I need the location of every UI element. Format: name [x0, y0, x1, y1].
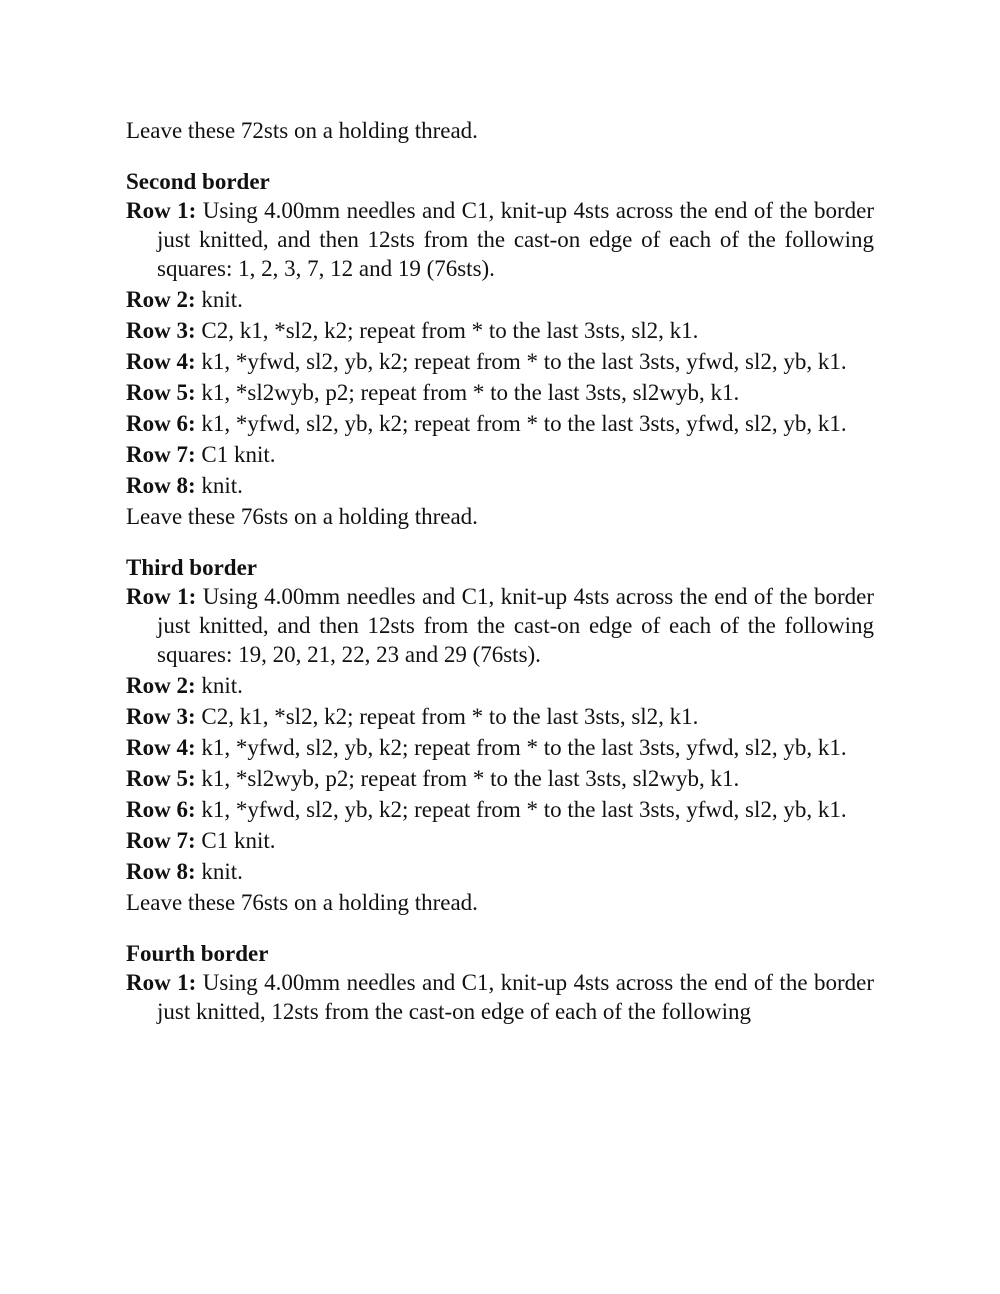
section-heading: Third border — [126, 555, 257, 580]
row-label: Row 6: — [126, 797, 196, 822]
row-text: k1, *yfwd, sl2, yb, k2; repeat from * to the last 3sts, yfwd, sl2, yb, k1. — [195, 735, 847, 760]
pattern-row — [126, 378, 874, 407]
section-heading: Fourth border — [126, 941, 269, 966]
pattern-row — [126, 795, 874, 824]
pattern-row — [126, 857, 874, 886]
pattern-row — [126, 826, 874, 855]
section-second-border — [126, 167, 874, 531]
row-label: Row 4: — [126, 735, 196, 760]
row-label: Row 4: — [126, 349, 196, 374]
row-label: Row 2: — [126, 287, 196, 312]
row-text: k1, *yfwd, sl2, yb, k2; repeat from * to the last 3sts, yfwd, sl2, yb, k1. — [195, 349, 847, 374]
row-label: Row 5: — [126, 380, 196, 405]
row-text: k1, *sl2wyb, p2; repeat from * to the last 3sts, sl2wyb, k1. — [195, 766, 740, 791]
row-label: Row 7: — [126, 442, 196, 467]
row-text: Using 4.00mm needles and C1, knit-up 4sts across the end of the border just knitted, 12sts from the cast-on edge of each of the following — [157, 970, 874, 1024]
pattern-row — [126, 733, 874, 762]
pattern-row — [126, 347, 874, 376]
row-text: knit. — [195, 859, 243, 884]
section-fourth-border — [126, 939, 874, 1026]
row-label: Row 5: — [126, 766, 196, 791]
row-label: Row 1: — [126, 584, 197, 609]
row-label: Row 3: — [126, 318, 196, 343]
row-text: k1, *sl2wyb, p2; repeat from * to the last 3sts, sl2wyb, k1. — [195, 380, 740, 405]
row-label: Row 8: — [126, 859, 196, 884]
pattern-row — [126, 316, 874, 345]
row-label: Row 1: — [126, 198, 197, 223]
closing-paragraph: Leave these 76sts on a holding thread. — [126, 890, 478, 915]
pattern-row — [126, 764, 874, 793]
section-heading: Second border — [126, 169, 270, 194]
row-text: C1 knit. — [195, 442, 276, 467]
pattern-row — [126, 409, 874, 438]
row-text: C2, k1, *sl2, k2; repeat from * to the last 3sts, sl2, k1. — [195, 318, 699, 343]
row-label: Row 6: — [126, 411, 196, 436]
row-label: Row 2: — [126, 673, 196, 698]
row-text: Using 4.00mm needles and C1, knit-up 4sts across the end of the border just knitted, and then 12sts from the cast-on edge of each of the following squares: 1, 2, 3, 7, 12 and 19 (76sts). — [157, 198, 874, 281]
pattern-row — [126, 440, 874, 469]
row-text: knit. — [195, 287, 243, 312]
intro-paragraph: Leave these 72sts on a holding thread. — [126, 118, 478, 143]
row-text: C2, k1, *sl2, k2; repeat from * to the last 3sts, sl2, k1. — [195, 704, 699, 729]
row-text: k1, *yfwd, sl2, yb, k2; repeat from * to the last 3sts, yfwd, sl2, yb, k1. — [195, 797, 847, 822]
row-text: knit. — [195, 673, 243, 698]
pattern-row — [126, 582, 874, 669]
row-text: C1 knit. — [195, 828, 276, 853]
pattern-row — [126, 471, 874, 500]
row-label: Row 1: — [126, 970, 197, 995]
row-label: Row 3: — [126, 704, 196, 729]
closing-paragraph: Leave these 76sts on a holding thread. — [126, 504, 478, 529]
row-text: knit. — [195, 473, 243, 498]
row-text: Using 4.00mm needles and C1, knit-up 4sts across the end of the border just knitted, and then 12sts from the cast-on edge of each of the following squares: 19, 20, 21, 22, 23 and 29 (76sts). — [157, 584, 874, 667]
section-third-border — [126, 553, 874, 917]
pattern-row — [126, 702, 874, 731]
pattern-row — [126, 285, 874, 314]
document-page — [126, 116, 874, 1028]
row-text: k1, *yfwd, sl2, yb, k2; repeat from * to the last 3sts, yfwd, sl2, yb, k1. — [195, 411, 847, 436]
row-label: Row 7: — [126, 828, 196, 853]
pattern-row — [126, 671, 874, 700]
pattern-row — [126, 968, 874, 1026]
pattern-row — [126, 196, 874, 283]
row-label: Row 8: — [126, 473, 196, 498]
